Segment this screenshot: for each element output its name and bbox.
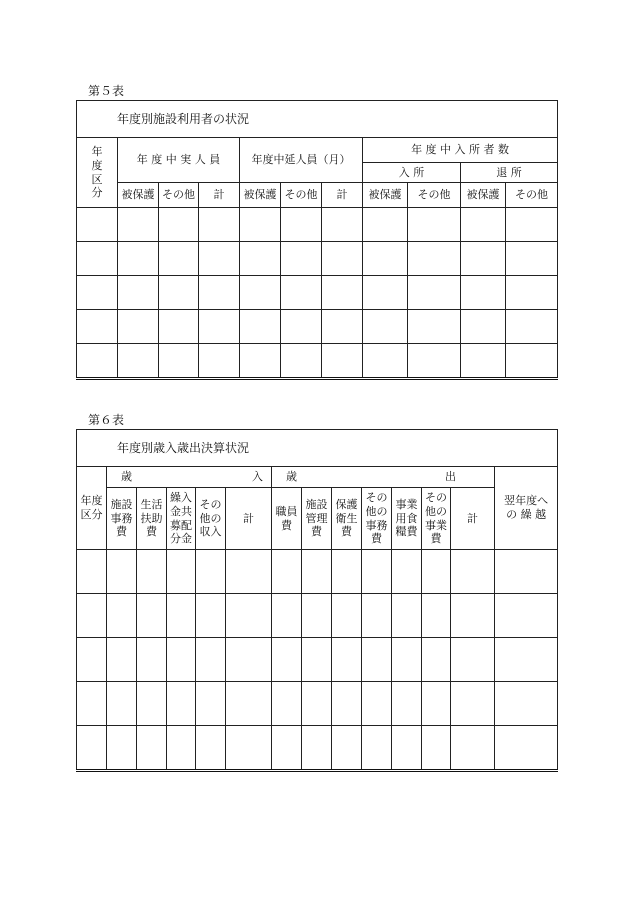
table-row [77,726,558,771]
col-hihogo: 被保護 [118,183,159,208]
col-kei: 計 [322,183,363,208]
table-row [77,594,558,638]
table-row [77,550,558,594]
year-header: 年度区分 [77,467,107,550]
taisho-header: 退 所 [461,163,558,183]
nyusho-header: 入 所 [363,163,461,183]
col-sonota: その他 [159,183,199,208]
table-row [77,682,558,726]
col-kei: 計 [199,183,240,208]
table-row [77,208,558,242]
col-kei-revenue: 計 [226,488,272,550]
table-row [77,242,558,276]
table6-title: 年度別歳入歳出決算状況 [77,430,558,467]
col-kei-expense: 計 [451,488,495,550]
year-header: 年 度 区 分 [77,138,118,208]
nobe-jinin-header: 年度中延人員（月） [240,138,363,183]
col-sonota-jigyohi: その他の事業費 [422,488,451,550]
col-hihogo: 被保護 [461,183,506,208]
jitsu-jinin-header: 年 度 中 実 人 員 [118,138,240,183]
table-row [77,310,558,344]
col-shisetsu-jimuhi: 施設事務費 [107,488,137,550]
col-sonota-shunyu: その他の収入 [196,488,226,550]
table6-label: 第６表 [88,413,125,427]
col-shokuinhi: 職員費 [272,488,302,550]
carryover-header: 翌年度への 繰 越 [495,467,558,550]
col-sonota: その他 [408,183,461,208]
table5-label: 第５表 [88,84,125,98]
table-row [77,344,558,379]
table-row [77,638,558,682]
col-jigyo-shokuryohi: 事業用食糧費 [392,488,422,550]
sainyu-header: 歳 入 [107,467,272,488]
col-hihogo: 被保護 [240,183,281,208]
col-seikatsu-fujohi: 生活扶助費 [137,488,167,550]
table5 [76,100,558,380]
table-row [77,276,558,310]
col-sonota-jimuhi: その他の事務費 [362,488,392,550]
col-sonota: その他 [281,183,322,208]
table6 [76,429,558,772]
table5-title: 年度別施設利用者の状況 [77,101,558,138]
col-sonota: その他 [506,183,558,208]
nyusho-count-header: 年 度 中 入 所 者 数 [363,138,558,163]
col-kuriirekin: 繰入金共募配分金 [167,488,196,550]
saishutsu-header: 歳 出 [272,467,495,488]
col-hogo-eiseihi: 保護衛生費 [332,488,362,550]
col-shisetsu-kanrihi: 施設管理費 [302,488,332,550]
col-hihogo: 被保護 [363,183,408,208]
